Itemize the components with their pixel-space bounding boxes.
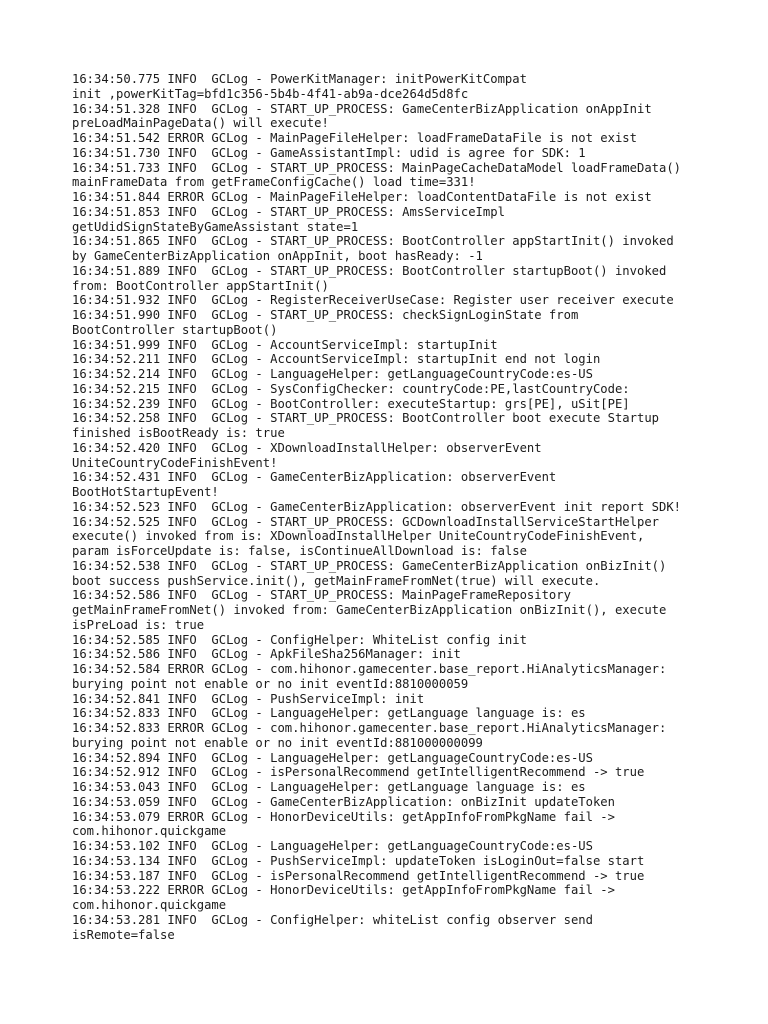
log-line: 16:34:51.990 INFO GCLog - START_UP_PROCESS: checkSignLoginState from bbox=[72, 308, 579, 322]
log-line: 16:34:52.525 INFO GCLog - START_UP_PROCESS: GCDownloadInstallServiceStartHelper bbox=[72, 514, 659, 529]
log-line: 16:34:50.775 INFO GCLog - PowerKitManager: initPowerKitCompat bbox=[72, 72, 527, 86]
log-line: com.hihonor.quickgame bbox=[72, 898, 227, 912]
log-line: isPreLoad is: true bbox=[72, 617, 205, 632]
log-line: 16:34:52.584 ERROR GCLog - com.hihonor.gamecenter.base_report.HiAnalyticsManager: bbox=[72, 662, 667, 676]
log-line: 16:34:52.912 INFO GCLog - isPersonalRecommend getIntelligentRecommend -> true bbox=[72, 765, 645, 780]
log-line: 16:34:52.239 INFO GCLog - BootController: executeStartup: grs[PE], uSit[PE] bbox=[72, 396, 630, 411]
log-line: 16:34:52.214 INFO GCLog - LanguageHelper: getLanguageCountryCode:es-US bbox=[72, 367, 593, 381]
log-line: 16:34:51.542 ERROR GCLog - MainPageFileHelper: loadFrameDataFile is not exist bbox=[72, 131, 637, 145]
log-line: 16:34:51.889 INFO GCLog - START_UP_PROCESS: BootController startupBoot() invoked bbox=[72, 263, 667, 278]
log-line: getMainFrameFromNet() invoked from: GameCenterBizApplication onBizInit(), execute bbox=[72, 603, 667, 617]
log-line: 16:34:53.134 INFO GCLog - PushServiceImpl: updateToken isLoginOut=false start bbox=[72, 853, 645, 868]
log-line: 16:34:51.932 INFO GCLog - RegisterReceiverUseCase: Register user receiver execute bbox=[72, 293, 674, 308]
log-line: 16:34:53.059 INFO GCLog - GameCenterBizApplication: onBizInit updateToken bbox=[72, 794, 615, 809]
log-line: by GameCenterBizApplication onAppInit, boot hasReady: -1 bbox=[72, 249, 483, 263]
log-line: 16:34:51.844 ERROR GCLog - MainPageFileHelper: loadContentDataFile is not exist bbox=[72, 190, 652, 204]
log-line: getUdidSignStateByGameAssistant state=1 bbox=[72, 219, 359, 234]
log-line: 16:34:52.833 ERROR GCLog - com.hihonor.gamecenter.base_report.HiAnalyticsManager: bbox=[72, 721, 667, 735]
log-line: 16:34:52.523 INFO GCLog - GameCenterBizApplication: observerEvent init report SDK! bbox=[72, 499, 682, 514]
log-line: UniteCountryCodeFinishEvent! bbox=[72, 455, 278, 470]
log-line: 16:34:52.538 INFO GCLog - START_UP_PROCESS: GameCenterBizApplication onBizInit() bbox=[72, 558, 667, 573]
log-line: 16:34:53.043 INFO GCLog - LanguageHelper: getLanguage language is: es bbox=[72, 780, 586, 794]
log-line: 16:34:51.328 INFO GCLog - START_UP_PROCESS: GameCenterBizApplication onAppInit bbox=[72, 101, 652, 116]
log-line: 16:34:51.733 INFO GCLog - START_UP_PROCESS: MainPageCacheDataModel loadFrameData() bbox=[72, 160, 682, 175]
log-line: 16:34:53.281 INFO GCLog - ConfigHelper: whiteList config observer send bbox=[72, 912, 593, 927]
log-line: 16:34:52.833 INFO GCLog - LanguageHelper: getLanguage language is: es bbox=[72, 706, 586, 721]
log-line: execute() invoked from is: XDownloadInstallHelper UniteCountryCodeFinishEvent, bbox=[72, 529, 645, 544]
log-line: from: BootController appStartInit() bbox=[72, 278, 329, 293]
log-line: 16:34:52.894 INFO GCLog - LanguageHelper: getLanguageCountryCode:es-US bbox=[72, 750, 593, 765]
log-line: 16:34:51.853 INFO GCLog - START_UP_PROCESS: AmsServiceImpl bbox=[72, 204, 505, 219]
log-line: boot success pushService.init(), getMainFrameFromNet(true) will execute. bbox=[72, 573, 601, 588]
log-line: com.hihonor.quickgame bbox=[72, 824, 227, 839]
log-line: 16:34:52.258 INFO GCLog - START_UP_PROCESS: BootController boot execute Startup bbox=[72, 411, 659, 426]
log-line: 16:34:52.211 INFO GCLog - AccountServiceImpl: startupInit end not login bbox=[72, 352, 601, 367]
log-line: 16:34:53.187 INFO GCLog - isPersonalRecommend getIntelligentRecommend -> true bbox=[72, 868, 645, 883]
log-line: BootController startupBoot() bbox=[72, 322, 278, 337]
log-line: BootHotStartupEvent! bbox=[72, 485, 219, 499]
log-line: 16:34:52.215 INFO GCLog - SysConfigChecker: countryCode:PE,lastCountryCode: bbox=[72, 381, 630, 396]
log-line: isRemote=false bbox=[72, 927, 175, 942]
log-line: init ,powerKitTag=bfd1c356-5b4b-4f41-ab9a-dce264d5d8fc bbox=[72, 86, 469, 101]
log-line: 16:34:52.585 INFO GCLog - ConfigHelper: WhiteList config init bbox=[72, 632, 527, 647]
log-line: 16:34:53.102 INFO GCLog - LanguageHelper: getLanguageCountryCode:es-US bbox=[72, 839, 593, 853]
log-line: 16:34:53.079 ERROR GCLog - HonorDeviceUtils: getAppInfoFromPkgName fail -> bbox=[72, 809, 615, 824]
log-line: param isForceUpdate is: false, isContinueAllDownload is: false bbox=[72, 544, 527, 558]
log-line: finished isBootReady is: true bbox=[72, 426, 285, 440]
log-line: 16:34:52.841 INFO GCLog - PushServiceImpl: init bbox=[72, 691, 425, 706]
log-line: 16:34:53.222 ERROR GCLog - HonorDeviceUtils: getAppInfoFromPkgName fail -> bbox=[72, 883, 615, 898]
log-line: burying point not enable or no init eventId:8810000059 bbox=[72, 676, 469, 691]
log-line: mainFrameData from getFrameConfigCache() load time=331! bbox=[72, 175, 476, 190]
log-text-block bbox=[72, 72, 712, 942]
log-line: 16:34:51.999 INFO GCLog - AccountServiceImpl: startupInit bbox=[72, 337, 498, 352]
log-line: 16:34:51.730 INFO GCLog - GameAssistantImpl: udid is agree for SDK: 1 bbox=[72, 145, 586, 160]
log-line: 16:34:52.586 INFO GCLog - START_UP_PROCESS: MainPageFrameRepository bbox=[72, 588, 571, 603]
log-line: 16:34:51.865 INFO GCLog - START_UP_PROCESS: BootController appStartInit() invoked bbox=[72, 234, 674, 249]
log-line: 16:34:52.431 INFO GCLog - GameCenterBizApplication: observerEvent bbox=[72, 470, 557, 485]
log-line: burying point not enable or no init eventId:881000000099 bbox=[72, 735, 483, 750]
log-line: preLoadMainPageData() will execute! bbox=[72, 116, 329, 131]
log-line: 16:34:52.420 INFO GCLog - XDownloadInstallHelper: observerEvent bbox=[72, 440, 542, 455]
log-line: 16:34:52.586 INFO GCLog - ApkFileSha256Manager: init bbox=[72, 647, 461, 662]
